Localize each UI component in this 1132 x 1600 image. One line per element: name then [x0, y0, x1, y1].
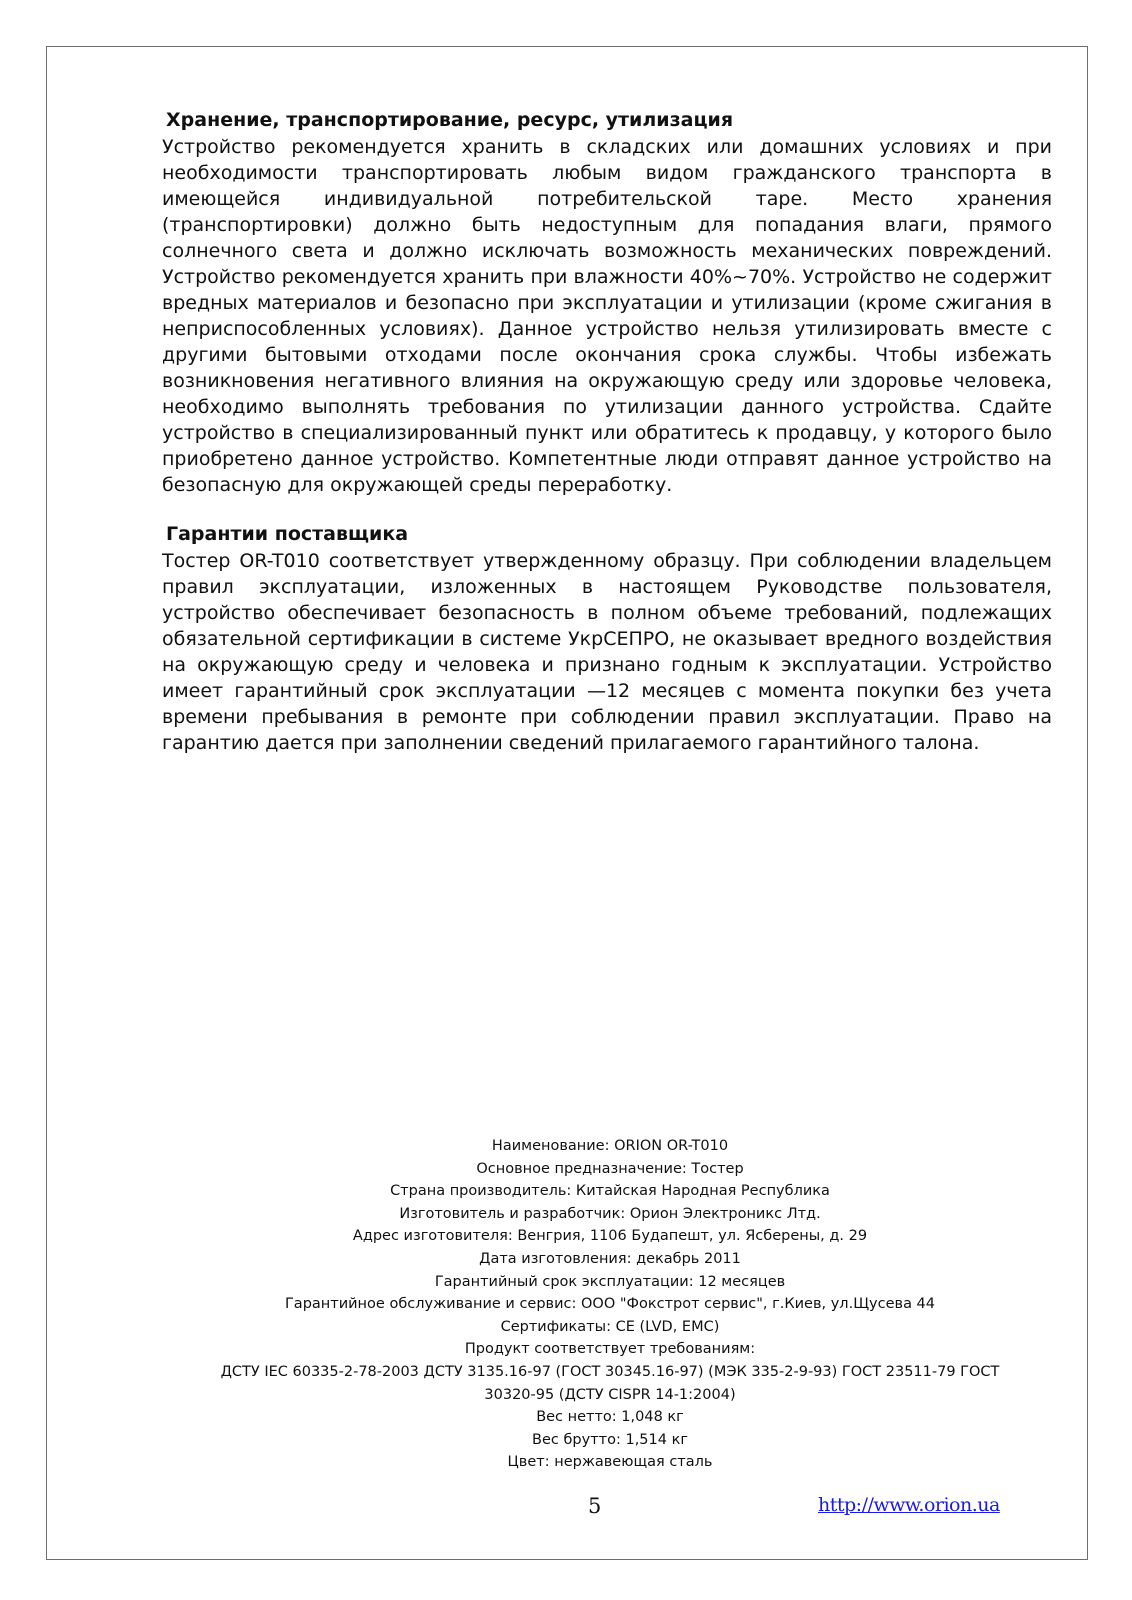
storage-paragraph: Устройство рекомендуется хранить в складских или домашних условиях и при необходимости транспортировать любым видом гражданского транспорта в имеющейся индивидуальной потребительской таре. Место хранения (транспортировки) должно быть недоступным для попадания влаги, прямого солнечного света и должно исключать возможность механических повреждений. Устройство рекомендуется хранить при влажности 40%~70%. Устройство не содержит вредных материалов и безопасно при эксплуатации и утилизации (кроме сжигания в неприспособленных условиях). Данное устройство нельзя утилизировать вместе с другими бытовыми отходами после окончания срока службы. Чтобы избежать возникновения негативного влияния на окружающую среду или здоровье человека, необходимо выполнять требования по утилизации данного устройства. Сдайте устройство в специализированный пункт или обратитесь к продавцу, у которого было приобретено данное устройство. Компетентные люди отправят данное устройство на безопасную для окружающей среды переработку.	[162, 136, 1052, 496]
info-line: Гарантийное обслуживание и сервис: ООО "Фокстрот сервис", г.Киев, ул.Щусева 44	[284, 1296, 936, 1313]
info-line: Цвет: нержавеющая сталь	[507, 1454, 713, 1471]
info-line: 30320-95 (ДСТУ CISPR 14-1:2004)	[484, 1386, 736, 1403]
info-line: Гарантийный срок эксплуатации: 12 месяцев	[434, 1273, 786, 1290]
info-line: Сертификаты: CE (LVD, EMC)	[500, 1318, 720, 1335]
info-line: Страна производитель: Китайская Народная Республика	[390, 1183, 830, 1200]
page-number: 5	[588, 1494, 602, 1518]
product-info-block	[160, 1135, 1060, 1474]
info-line: Основное предназначение: Тостер	[476, 1160, 744, 1177]
website-link[interactable]: http://www.orion.ua	[818, 1494, 1000, 1516]
info-line: Изготовитель и разработчик: Орион Электроникс Лтд.	[399, 1205, 821, 1222]
info-line: Дата изготовления: декабрь 2011	[479, 1250, 741, 1267]
info-line: Вес брутто: 1,514 кг	[532, 1431, 688, 1448]
info-line: Вес нетто: 1,048 кг	[536, 1409, 684, 1426]
info-line: Адрес изготовителя: Венгрия, 1106 Будапешт, ул. Ясберены, д. 29	[352, 1228, 868, 1245]
storage-heading: Хранение, транспортирование, ресурс, утилизация	[166, 109, 734, 131]
main-content	[162, 108, 1052, 756]
info-line: ДСТУ IEC 60335-2-78-2003 ДСТУ 3135.16-97 (ГОСТ 30345.16-97) (МЭК 335-2-9-93) ГОСТ 23511-79 ГОСТ	[220, 1363, 1000, 1380]
warranty-paragraph: Тостер OR-T010 соответствует утвержденному образцу. При соблюдении владельцем правил эксплуатации, изложенных в настоящем Руководстве пользователя, устройство обеспечивает безопасность в полном объеме требований, подлежащих обязательной сертификации в системе УкрСЕПРО, не оказывает вредного воздействия на окружающую среду и человека и признано годным к эксплуатации. Устройство имеет гарантийный срок эксплуатации —12 месяцев с момента покупки без учета времени пребывания в ремонте при соблюдении правил эксплуатации. Право на гарантию дается при заполнении сведений прилагаемого гарантийного талона.	[162, 550, 1052, 754]
storage-section	[162, 108, 1052, 498]
info-line: Наименование: ORION OR-T010	[491, 1138, 729, 1154]
info-line: Продукт соответствует требованиям:	[464, 1341, 756, 1358]
warranty-heading: Гарантии поставщика	[166, 523, 409, 545]
warranty-section	[162, 522, 1052, 756]
